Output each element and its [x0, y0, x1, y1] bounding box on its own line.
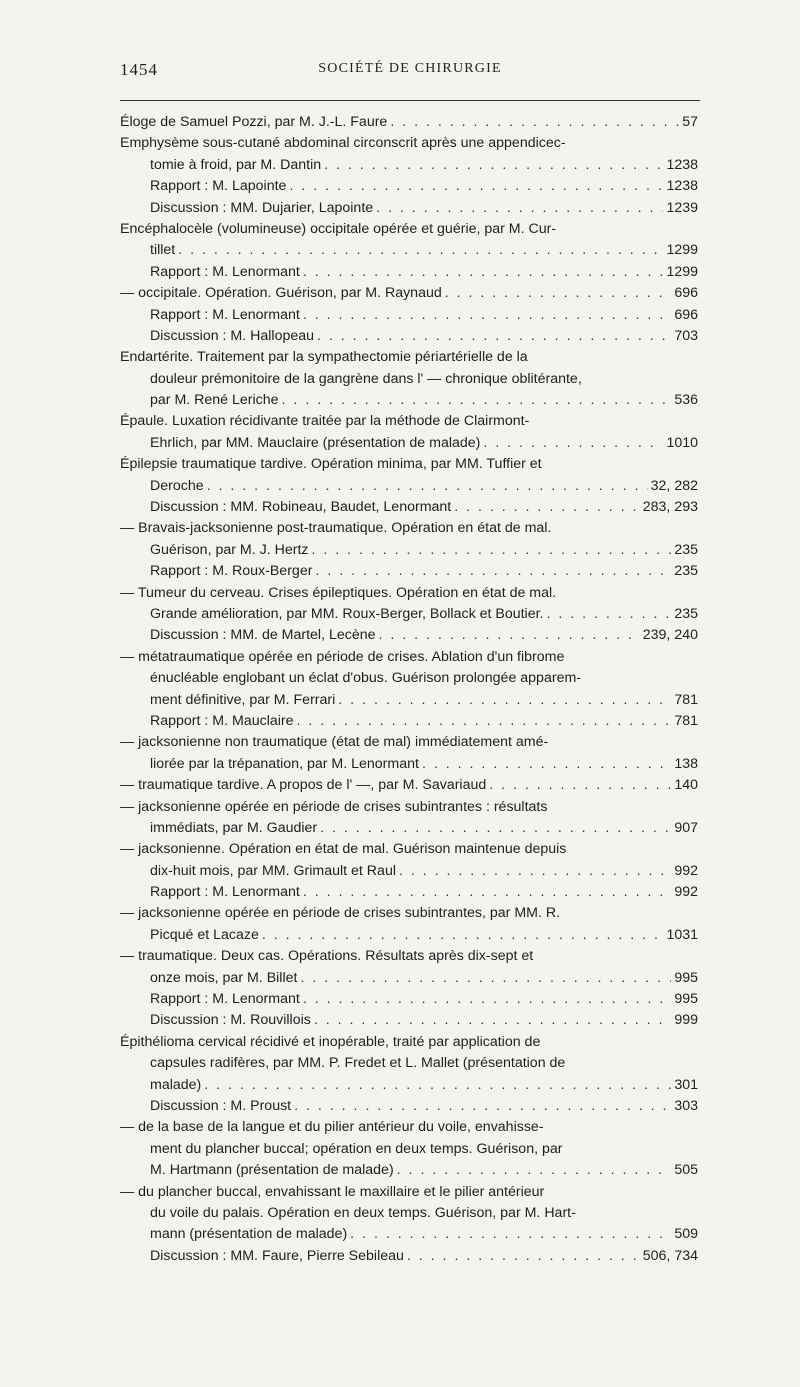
page-reference: 703 [674, 327, 698, 344]
index-line [120, 604, 698, 625]
page-reference: 239, 240 [642, 627, 698, 644]
index-line [120, 133, 698, 154]
index-line [120, 198, 698, 219]
dot-leader [289, 176, 663, 197]
entry-text: — traumatique tardive. A propos de l' —, par M. Savariaud [120, 777, 487, 794]
index-line [120, 925, 698, 946]
entry-text: — traumatique. Deux cas. Opérations. Résultats après dix-sept et [120, 948, 534, 965]
page-reference: 781 [674, 691, 698, 708]
dot-leader [390, 112, 679, 133]
page-reference: 1238 [666, 156, 698, 173]
index-line [120, 754, 698, 775]
entry-text: ment du plancher buccal; opération en deux temps. Guérison, par [150, 1140, 563, 1157]
index-line [120, 219, 698, 240]
page-reference: 992 [674, 862, 698, 879]
page-reference: 781 [674, 712, 698, 729]
entry-text: Discussion : MM. de Martel, Lecène [150, 627, 376, 644]
dot-leader [483, 433, 663, 454]
page-reference: 32, 282 [650, 477, 698, 494]
entry-text: — Bravais-jacksonienne post-traumatique. Opération en état de mal. [120, 520, 552, 537]
index-line [120, 283, 698, 304]
entry-text: ment définitive, par M. Ferrari [150, 691, 336, 708]
index-line [120, 369, 698, 390]
entry-text: Rapport : M. Lenormant [150, 263, 300, 280]
dot-leader [407, 1246, 640, 1267]
dot-leader [303, 989, 672, 1010]
entry-text: — jacksonienne opérée en période de crises subintrantes : résultats [120, 798, 548, 815]
page-reference: 907 [674, 819, 698, 836]
index-line [120, 518, 698, 539]
index-line [120, 347, 698, 368]
page-reference: 1010 [666, 434, 698, 451]
index-line [120, 797, 698, 818]
page-reference: 1299 [666, 263, 698, 280]
page-reference: 696 [674, 285, 698, 302]
dot-leader [303, 882, 672, 903]
index-line [120, 647, 698, 668]
running-head: SOCIÉTÉ DE CHIRURGIE [318, 61, 502, 76]
dot-leader [317, 326, 671, 347]
entry-text: Encéphalocèle (volumineuse) occipitale opérée et guérie, par M. Cur- [120, 220, 557, 237]
dot-leader [445, 283, 672, 304]
index-line [120, 240, 698, 261]
entry-text: Rapport : M. Lenormant [150, 306, 300, 323]
entry-text: du voile du palais. Opération en deux temps. Guérison, par M. Hart- [150, 1204, 576, 1221]
index-line [120, 540, 698, 561]
dot-leader [303, 305, 672, 326]
dot-leader [489, 775, 671, 796]
index-line [120, 690, 698, 711]
index-line [120, 1203, 698, 1224]
index-line [120, 497, 698, 518]
index-line [120, 326, 698, 347]
index-line [120, 818, 698, 839]
index-line [120, 775, 698, 796]
entry-text: Rapport : M. Lenormant [150, 884, 300, 901]
page-reference: 505 [674, 1162, 698, 1179]
index-line [120, 668, 698, 689]
entry-text: — de la base de la langue et du pilier antérieur du voile, envahisse- [120, 1119, 544, 1136]
index-line [120, 561, 698, 582]
page-reference: 1031 [666, 926, 698, 943]
entry-text: Épilepsie traumatique tardive. Opération minima, par MM. Tuffier et [120, 456, 542, 473]
dot-leader [282, 390, 672, 411]
dot-leader [294, 1096, 671, 1117]
entry-text: Grande amélioration, par MM. Roux-Berger, Bollack et Boutier. [150, 605, 544, 622]
page-reference: 57 [682, 114, 698, 130]
page-reference: 995 [674, 969, 698, 986]
entry-text: par M. René Leriche [150, 392, 279, 409]
page-reference: 999 [674, 1012, 698, 1029]
entry-text: capsules radifères, par MM. P. Fredet et L. Mallet (présentation de [150, 1055, 566, 1072]
dot-leader [422, 754, 671, 775]
page-reference: 301 [674, 1076, 698, 1093]
entry-text: Discussion : M. Proust [150, 1097, 292, 1114]
entry-text: Rapport : M. Mauclaire [150, 712, 294, 729]
entry-text: onze mois, par M. Billet [150, 969, 298, 986]
entry-text: malade) [150, 1076, 202, 1093]
page-reference: 506, 734 [642, 1247, 698, 1264]
entry-text: — du plancher buccal, envahissant le maxillaire et le pilier antérieur [120, 1183, 545, 1200]
dot-leader [454, 497, 640, 518]
dot-leader [314, 1010, 671, 1031]
entry-text: M. Hartmann (présentation de malade) [150, 1162, 394, 1179]
page-reference: 992 [674, 884, 698, 901]
page-reference: 509 [674, 1226, 698, 1243]
entry-text: Rapport : M. Lapointe [150, 178, 287, 195]
entry-text: immédiats, par M. Gaudier [150, 819, 318, 836]
page-reference: 995 [674, 991, 698, 1008]
entry-text: mann (présentation de malade) [150, 1226, 348, 1243]
dot-leader [300, 968, 671, 989]
dot-leader [547, 604, 672, 625]
index-line [120, 1224, 698, 1245]
index-line [120, 433, 698, 454]
dot-leader [297, 711, 672, 732]
dot-leader [397, 1160, 672, 1181]
index-line [120, 1182, 698, 1203]
page-reference: 1239 [666, 199, 698, 216]
index-line [120, 1075, 698, 1096]
dot-leader [320, 818, 671, 839]
entry-text: Épithélioma cervical récidivé et inopérable, traité par application de [120, 1033, 541, 1050]
index-line [120, 1246, 698, 1267]
entry-text: douleur prémonitoire de la gangrène dans l' — chronique oblitérante, [150, 370, 582, 387]
header-rule [120, 100, 700, 101]
dot-leader [207, 476, 648, 497]
index-line [120, 968, 698, 989]
index-entries [120, 112, 698, 1267]
index-line [120, 1010, 698, 1031]
index-line [120, 839, 698, 860]
index-line [120, 1160, 698, 1181]
index-line [120, 262, 698, 283]
dot-leader [204, 1075, 671, 1096]
dot-leader [338, 690, 671, 711]
entry-text: Épaule. Luxation récidivante traitée par la méthode de Clairmont- [120, 413, 530, 430]
dot-leader [379, 625, 640, 646]
entry-text: — jacksonienne opérée en période de crises subintrantes, par MM. R. [120, 905, 561, 922]
entry-text: Éloge de Samuel Pozzi, par M. J.-L. Faure [120, 114, 388, 130]
entry-text: Discussion : MM. Dujarier, Lapointe [150, 199, 374, 216]
index-line [120, 989, 698, 1010]
page-reference: 235 [674, 563, 698, 580]
dot-leader [324, 155, 663, 176]
entry-text: tillet [150, 242, 176, 259]
index-line [120, 711, 698, 732]
entry-text: — jacksonienne non traumatique (état de mal) immédiatement amé- [120, 734, 549, 751]
entry-text: dix-huit mois, par MM. Grimault et Raul [150, 862, 396, 879]
index-line [120, 861, 698, 882]
entry-text: Rapport : M. Lenormant [150, 991, 300, 1008]
dot-leader [376, 198, 663, 219]
index-line [120, 1117, 698, 1138]
page-reference: 1299 [666, 242, 698, 259]
index-line [120, 1053, 698, 1074]
page-reference: 140 [674, 777, 698, 794]
index-line [120, 176, 698, 197]
page-reference: 536 [674, 392, 698, 409]
page-reference: 696 [674, 306, 698, 323]
entry-text: tomie à froid, par M. Dantin [150, 156, 322, 173]
page-reference: 1238 [666, 178, 698, 195]
entry-text: Ehrlich, par MM. Mauclaire (présentation de malade) [150, 434, 481, 451]
index-line [120, 946, 698, 967]
entry-text: Deroche [150, 477, 204, 494]
dot-leader [315, 561, 671, 582]
entry-text: Discussion : MM. Robineau, Baudet, Lenormant [150, 499, 452, 516]
entry-text: Discussion : M. Rouvillois [150, 1012, 311, 1029]
index-line [120, 903, 698, 924]
page-number: 1454 [120, 60, 158, 79]
index-line [120, 112, 698, 133]
index-line [120, 583, 698, 604]
entry-text: Discussion : M. Hallopeau [150, 327, 315, 344]
dot-leader [178, 240, 663, 261]
page-reference: 303 [674, 1097, 698, 1114]
index-line [120, 390, 698, 411]
entry-text: Picqué et Lacaze [150, 926, 259, 943]
index-line [120, 305, 698, 326]
entry-text: Guérison, par M. J. Hertz [150, 541, 309, 558]
dot-leader [303, 262, 664, 283]
entry-text: Discussion : MM. Faure, Pierre Sebileau [150, 1247, 404, 1264]
index-line [120, 411, 698, 432]
entry-text: — métatraumatique opérée en période de crises. Ablation d'un fibrome [120, 648, 565, 665]
entry-text: énucléable englobant un éclat d'obus. Guérison prolongée apparem- [150, 670, 582, 687]
index-line [120, 454, 698, 475]
page-header [120, 60, 700, 84]
index-line [120, 1032, 698, 1053]
entry-text: Rapport : M. Roux-Berger [150, 563, 313, 580]
entry-text: — jacksonienne. Opération en état de mal. Guérison maintenue depuis [120, 841, 567, 858]
index-line [120, 625, 698, 646]
entry-text: Endartérite. Traitement par la sympathectomie périartérielle de la [120, 349, 528, 366]
dot-leader [262, 925, 664, 946]
entry-text: — Tumeur du cerveau. Crises épileptiques. Opération en état de mal. [120, 584, 557, 601]
page-reference: 283, 293 [642, 499, 698, 516]
entry-text: Emphysème sous-cutané abdominal circonscrit après une appendicec- [120, 135, 566, 152]
index-line [120, 155, 698, 176]
page-reference: 138 [674, 755, 698, 772]
dot-leader [350, 1224, 671, 1245]
page-reference: 235 [674, 541, 698, 558]
index-line [120, 882, 698, 903]
index-line [120, 1139, 698, 1160]
dot-leader [311, 540, 671, 561]
page-reference: 235 [674, 605, 698, 622]
index-line [120, 732, 698, 753]
index-line [120, 476, 698, 497]
entry-text: liorée par la trépanation, par M. Lenormant [150, 755, 419, 772]
dot-leader [399, 861, 671, 882]
index-line [120, 1096, 698, 1117]
entry-text: — occipitale. Opération. Guérison, par M. Raynaud [120, 285, 442, 302]
